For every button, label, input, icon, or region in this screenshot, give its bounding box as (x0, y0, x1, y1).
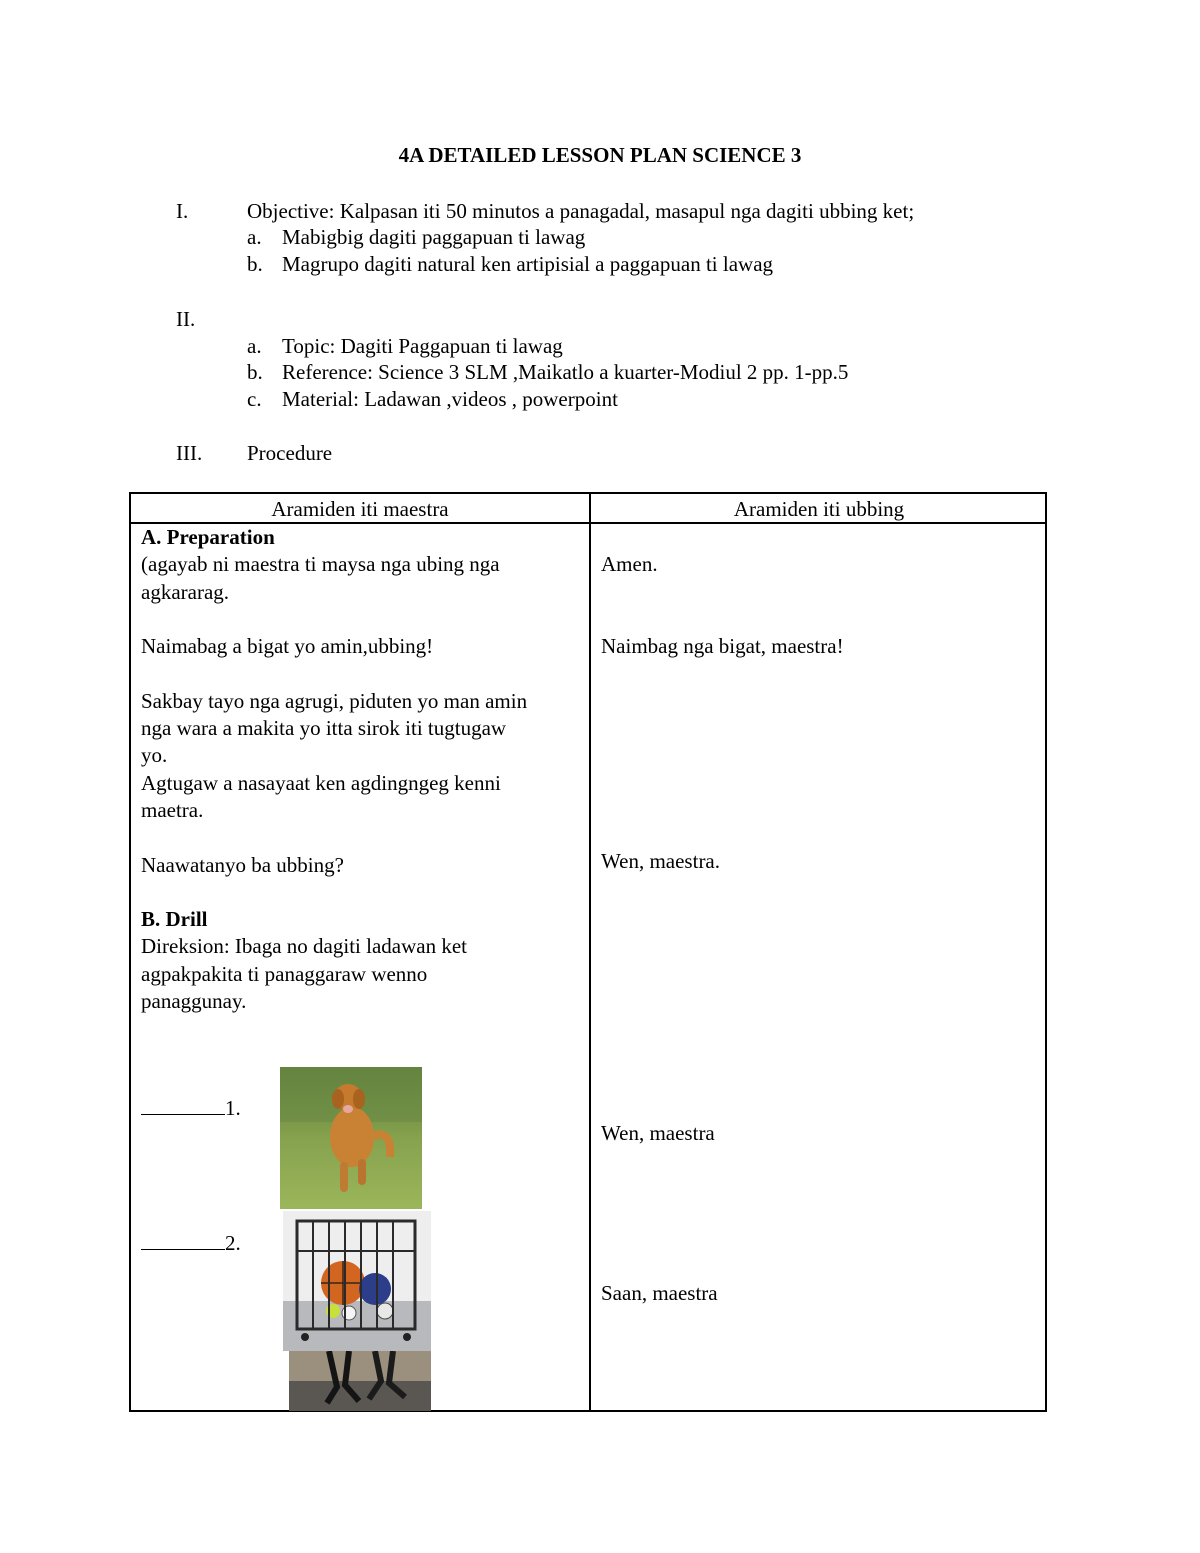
answer-blank-1[interactable] (141, 1094, 225, 1115)
reference-letter: b. (247, 360, 263, 384)
table-column-divider (589, 494, 591, 1410)
drill-item-1 (141, 1094, 241, 1122)
direction-line-1: Direksion: Ibaga no dagiti ladawan ket (141, 934, 467, 959)
section-2-numeral: II. (176, 307, 196, 331)
material-text: Material: Ladawan ,videos , powerpoint (282, 387, 618, 411)
sakbay-line-3: yo. (141, 743, 168, 768)
preparation-line-2: agkararag. (141, 579, 230, 604)
runners-image (289, 1351, 431, 1411)
student-greeting-reply: Naimbag nga bigat, maestra! (601, 634, 844, 658)
reference-text: Reference: Science 3 SLM ,Maikatlo a kuarter-Modiul 2 pp. 1-pp.5 (282, 360, 849, 384)
procedure-label: Procedure (247, 441, 333, 465)
student-amen: Amen. (601, 552, 658, 576)
student-wen-2: Wen, maestra (601, 1121, 715, 1145)
preparation-heading: A. Preparation (141, 525, 275, 549)
procedure-table (129, 492, 1047, 1412)
student-wen-1: Wen, maestra. (601, 849, 721, 873)
teacher-greeting: Naimabag a bigat yo amin,ubbing! (141, 634, 434, 659)
objective-a-letter: a. (247, 225, 262, 249)
sakbay-line-2: nga wara a makita yo itta sirok iti tugtugaw (141, 716, 507, 741)
naawatan-question: Naawatanyo ba ubbing? (141, 852, 344, 877)
section-3-numeral: III. (176, 441, 203, 465)
direction-line-2: agpakpakita ti panaggaraw wenno (141, 961, 428, 986)
sakbay-line-1: Sakbay tayo nga agrugi, piduten yo man amin (141, 688, 528, 713)
objective-b-text: Magrupo dagiti natural ken artipisial a paggapuan ti lawag (282, 252, 774, 276)
answer-blank-2[interactable] (141, 1229, 225, 1250)
teacher-column (141, 524, 581, 1015)
agtugaw-line-2: maetra. (141, 797, 204, 822)
objective-b-letter: b. (247, 252, 263, 276)
page-title: 4A DETAILED LESSON PLAN SCIENCE 3 (398, 143, 802, 167)
header-student: Aramiden iti ubbing (733, 497, 905, 521)
drill-heading: B. Drill (141, 907, 208, 932)
objective-text: Objective: Kalpasan iti 50 minutos a panagadal, masapul nga dagiti ubbing ket; (247, 199, 915, 223)
topic-text: Topic: Dagiti Paggapuan ti lawag (282, 334, 563, 358)
drill-item-2 (141, 1229, 241, 1257)
objective-a-text: Mabigbig dagiti paggapuan ti lawag (282, 225, 586, 249)
material-letter: c. (247, 387, 262, 411)
agtugaw-line-1: Agtugaw a nasayaat ken agdingngeg kenni (141, 770, 501, 795)
student-saan: Saan, maestra (601, 1281, 718, 1305)
direction-line-3: panaggunay. (141, 989, 247, 1014)
ball-cage-image (283, 1211, 431, 1351)
topic-letter: a. (247, 334, 262, 358)
preparation-line-1: (agayab ni maestra ti maysa nga ubing nga (141, 552, 500, 577)
header-teacher: Aramiden iti maestra (271, 497, 449, 521)
dog-running-image (280, 1067, 422, 1209)
drill-item-2-number: 2. (225, 1231, 241, 1255)
section-1-numeral: I. (176, 199, 189, 223)
drill-item-1-number: 1. (225, 1096, 241, 1120)
